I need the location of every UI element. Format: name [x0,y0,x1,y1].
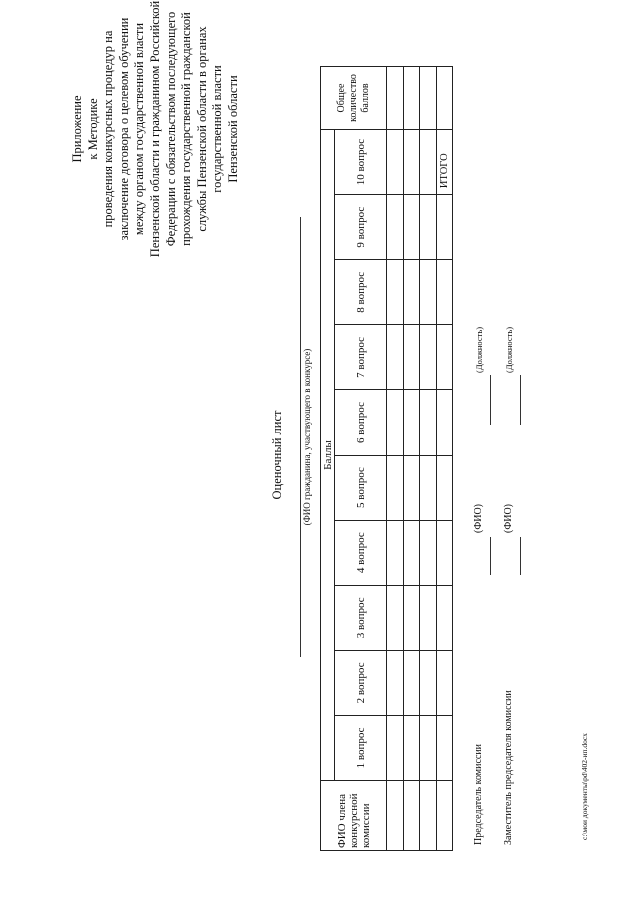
question-header: 9 вопрос [335,195,387,260]
table-cell[interactable] [403,520,420,585]
scores-header: Баллы [321,130,335,781]
question-header: 1 вопрос [335,715,387,780]
table-row [403,67,420,851]
question-header: 10 вопрос [335,130,387,195]
table-cell[interactable] [420,130,437,195]
table-cell[interactable] [387,195,404,260]
table-cell [436,455,453,520]
table-cell[interactable] [387,781,404,851]
table-cell[interactable] [420,260,437,325]
table-cell [436,650,453,715]
table-cell [436,585,453,650]
table-cell[interactable] [420,390,437,455]
chairman-fio-caption: (ФИО) [473,503,484,533]
appendix-line: службы Пензенской области в органах [194,26,209,232]
table-cell[interactable] [403,390,420,455]
appendix-line: к Методике [85,98,100,160]
table-cell[interactable] [420,650,437,715]
itogo-row [436,67,453,851]
question-header: 5 вопрос [335,455,387,520]
deputy-chairman-label: Заместитель председателя комиссии [503,690,514,845]
table-cell[interactable] [387,390,404,455]
table-cell[interactable] [403,325,420,390]
table-cell[interactable] [387,715,404,780]
appendix-line: Федерации с обязательством последующего [163,11,178,247]
deputy-position-caption: (Должность) [504,326,514,373]
candidate-name-caption: (ФИО гражданина, участвующего в конкурсе) [302,348,312,526]
table-cell[interactable] [387,260,404,325]
chairman-label: Председатель комиссии [473,743,484,845]
table-cell[interactable] [403,781,420,851]
table-cell [436,781,453,851]
chairman-position-caption: (Должность) [474,326,484,373]
table-cell [436,715,453,780]
table-cell[interactable] [387,67,404,130]
table-row [387,67,404,851]
table-cell[interactable] [403,130,420,195]
table-cell[interactable] [420,195,437,260]
evaluation-table [320,66,453,851]
fio-member-header: ФИО члена конкурсной комиссии [321,781,387,851]
deputy-fio-caption: (ФИО) [503,503,514,533]
table-cell [436,325,453,390]
table-cell[interactable] [403,650,420,715]
table-cell[interactable] [387,650,404,715]
document-title: Оценочный лист [270,410,284,500]
chairman-position-line [490,375,491,425]
table-cell[interactable] [420,67,437,130]
table-cell[interactable] [387,585,404,650]
itogo-label: ИТОГО [436,130,453,195]
appendix-line: заключение договора о целевом обучении [116,17,131,241]
table-cell[interactable] [420,325,437,390]
table-cell[interactable] [387,455,404,520]
table-cell[interactable] [403,585,420,650]
appendix-line: Пензенской области [225,75,240,183]
deputy-fio-line [520,537,521,575]
total-score-header: Общее количество баллов [321,67,387,130]
appendix-line: Пензенской области и гражданином Российской [147,0,162,258]
table-cell[interactable] [403,260,420,325]
appendix-line: между органом государственной власти [132,22,147,236]
question-header: 4 вопрос [335,520,387,585]
table-cell[interactable] [420,520,437,585]
table-cell[interactable] [403,455,420,520]
table-row [420,67,437,851]
table-cell[interactable] [403,195,420,260]
table-cell[interactable] [420,585,437,650]
table-cell[interactable] [403,715,420,780]
file-path-footer: c:\мои документы\pd\402-ип.docx [580,733,589,840]
table-cell[interactable] [387,325,404,390]
table-cell[interactable] [387,130,404,195]
question-header: 8 вопрос [335,260,387,325]
appendix-block [70,0,242,265]
table-cell[interactable] [387,520,404,585]
appendix-line: проведения конкурсных процедур на [101,30,116,228]
question-header: 2 вопрос [335,650,387,715]
appendix-line: государственной власти [210,65,225,193]
table-cell[interactable] [420,781,437,851]
table-cell [436,520,453,585]
table-cell [436,390,453,455]
chairman-fio-line [490,537,491,575]
deputy-position-line [520,375,521,425]
appendix-line: Приложение [70,95,84,163]
table-cell[interactable] [420,715,437,780]
question-header: 3 вопрос [335,585,387,650]
question-header: 6 вопрос [335,390,387,455]
table-cell[interactable] [420,455,437,520]
table-cell[interactable] [403,67,420,130]
appendix-line: прохождения государственной гражданской [179,12,194,246]
itogo-total-cell[interactable] [436,67,453,130]
question-header: 7 вопрос [335,325,387,390]
table-cell [436,195,453,260]
candidate-name-line [300,217,301,657]
table-cell [436,260,453,325]
